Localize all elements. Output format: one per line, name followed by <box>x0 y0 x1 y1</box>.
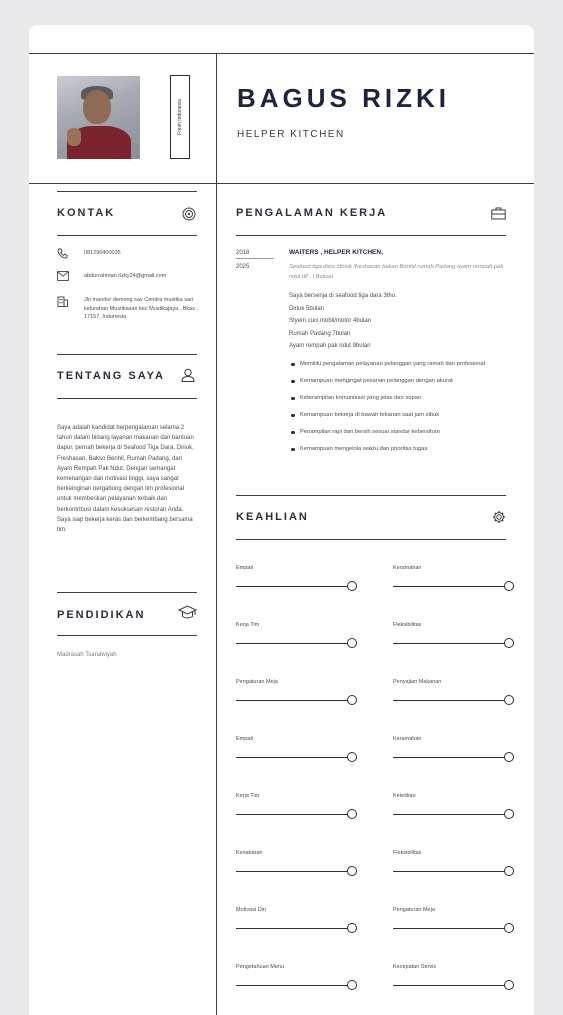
skill-slider-knob[interactable] <box>347 695 357 705</box>
skill-label: Kecepatan Servis <box>393 964 437 970</box>
skill-slider-knob[interactable] <box>347 923 357 933</box>
skills-rule-bottom <box>236 539 506 540</box>
skill-slider-knob[interactable] <box>347 752 357 762</box>
contact-title: KONTAK <box>57 207 116 219</box>
user-icon <box>181 368 195 382</box>
skill-slider-knob[interactable] <box>347 581 357 591</box>
skill-label: Kerja Tim <box>236 622 260 628</box>
contact-rule-bottom <box>57 235 197 236</box>
skill-slider-track[interactable] <box>393 985 506 986</box>
job-subtitle: Seafood tiga dara /diriuk /freshasan bakan Benhil rumah Padang ayam rempah pak ndut dll . | Bekasi <box>289 264 504 280</box>
skills-title: KEAHLIAN <box>236 511 309 523</box>
skill-label: Pengaturan Meja <box>393 907 435 913</box>
job-title: WAITERS , HELPER KITCHEN, <box>289 249 383 256</box>
profile-photo <box>57 76 140 159</box>
skill-slider-track[interactable] <box>393 871 506 872</box>
skill-slider-track[interactable] <box>236 814 349 815</box>
skill-slider-knob[interactable] <box>504 695 514 705</box>
skill-slider-track[interactable] <box>236 586 349 587</box>
skill-label: Ketelitian <box>393 793 416 799</box>
skill-label: Keramahan <box>393 565 422 571</box>
skill-label: Empati <box>236 736 254 742</box>
top-rule <box>29 53 534 54</box>
skill-slider-track[interactable] <box>236 643 349 644</box>
job-line: Ayam rempah pak ndut 9bulan <box>289 343 371 349</box>
experience-title: PENGALAMAN KERJA <box>236 207 388 219</box>
briefcase-icon <box>491 207 506 220</box>
job-line: Saya bersenja di seafood tiga dara 3tho. <box>289 293 397 299</box>
list-item: Keterampilan komunikasi yang jelas dan sopan <box>291 393 509 403</box>
skill-slider-knob[interactable] <box>504 638 514 648</box>
target-icon <box>182 207 196 221</box>
skill-label: Kesabaran <box>236 850 263 856</box>
skill-slider-track[interactable] <box>236 871 349 872</box>
skill-slider-track[interactable] <box>393 928 506 929</box>
skill-slider-track[interactable] <box>393 586 506 587</box>
education-title: PENDIDIKAN <box>57 609 146 621</box>
badge-text: Fresh Indonesia <box>177 99 183 135</box>
graduation-cap-icon <box>178 605 197 621</box>
skill-slider-knob[interactable] <box>347 809 357 819</box>
experience-bullets <box>291 359 509 454</box>
skill-label: Motivasi Diri <box>236 907 266 913</box>
skill-slider-track[interactable] <box>236 928 349 929</box>
skill-label: Keramahan <box>393 736 422 742</box>
skill-label: Fleksibilitas <box>393 850 422 856</box>
skill-slider-track[interactable] <box>236 985 349 986</box>
column-divider <box>216 53 217 1015</box>
year-end: 2025 <box>236 264 250 270</box>
skill-slider-knob[interactable] <box>347 866 357 876</box>
skill-slider-track[interactable] <box>393 643 506 644</box>
contact-email[interactable]: abdurrahman.rizky24@gmail.com <box>84 273 167 279</box>
list-item: Kemampuan mengingat pesanan pelanggan dengan akurat <box>291 376 509 386</box>
list-item: Kemampuan mengelola waktu dan prioritas tugas <box>291 444 509 454</box>
experience-rule <box>236 235 506 236</box>
list-item: Penampilan rapi dan bersih sesuai standar kebersihan <box>291 427 509 437</box>
contact-phone[interactable]: 081296400035 <box>84 250 121 256</box>
education-rule-top <box>57 592 197 593</box>
job-role: HELPER KITCHEN <box>237 129 345 140</box>
gear-icon <box>492 510 506 524</box>
skill-slider-track[interactable] <box>393 700 506 701</box>
list-item: Memiliki pengalaman pelayanan pelanggan yang ramah dan profesional <box>291 359 509 369</box>
badge-box <box>170 75 190 159</box>
job-line: Diriuk 5bulan <box>289 306 325 312</box>
skill-slider-knob[interactable] <box>504 752 514 762</box>
skill-label: Pengetahuan Menu <box>236 964 285 970</box>
skill-slider-track[interactable] <box>393 814 506 815</box>
building-icon <box>57 295 68 307</box>
skill-slider-track[interactable] <box>236 757 349 758</box>
about-rule-bottom <box>57 398 197 399</box>
skill-slider-knob[interactable] <box>347 980 357 990</box>
skills-rule-top <box>236 495 506 496</box>
education-rule-bottom <box>57 635 197 636</box>
resume-page <box>29 25 534 1015</box>
page-title: BAGUS RIZKI <box>237 83 450 113</box>
header-bottom-rule <box>29 183 534 184</box>
about-rule-top <box>57 354 197 355</box>
skill-label: Penyajian Makanan <box>393 679 442 685</box>
email-icon <box>57 271 69 281</box>
phone-icon <box>57 248 68 259</box>
skill-label: Pengaturan Meja <box>236 679 278 685</box>
education-school: Madrasah Tsanawiyah <box>57 652 117 658</box>
contact-rule-top <box>57 191 197 192</box>
skill-label: Empati <box>236 565 254 571</box>
skill-slider-knob[interactable] <box>504 581 514 591</box>
skill-slider-track[interactable] <box>393 757 506 758</box>
skill-label: Kerja Tim <box>236 793 260 799</box>
skill-slider-knob[interactable] <box>504 980 514 990</box>
year-start: 2018 <box>236 250 250 256</box>
skill-slider-knob[interactable] <box>504 866 514 876</box>
skill-slider-track[interactable] <box>236 700 349 701</box>
skill-label: Fleksibilitas <box>393 622 422 628</box>
skill-slider-knob[interactable] <box>347 638 357 648</box>
list-item: Kemampuan bekerja di bawah tekanan saat jam sibuk <box>291 410 509 420</box>
contact-address: Jln mandor demong sav Cendra mustika sari kelurahan Mustikasari kec Mustikajaya , Bkas , 17157, Indonesia <box>84 297 199 321</box>
skill-slider-knob[interactable] <box>504 923 514 933</box>
job-line: Styem cuci mobil/motor 4bulan <box>289 318 372 324</box>
skill-slider-knob[interactable] <box>504 809 514 819</box>
about-title: TENTANG SAYA <box>57 370 165 382</box>
year-separator <box>236 258 274 259</box>
about-text: Saya adalah kandidat berpengalaman selama 2 tahun dalam bidang layanan makanan dan bantuan dapur, pernah bekerja di Seafood Tiga Dara, Diriuk, Freshasan, Bakso Benhil, Rumah Padang, dan Ayam Rempah Pak Ndut. Dengan semangat kemenangan dan motivasi tinggi, saya sangat berkeinginan bergabung dengan tim profesional untuk memberikan pelayanan terbaik dan berkontribusi dalam kesuksesan restoran Anda. Saya siap bekerja keras dan berkembang bersama tim. <box>57 425 194 534</box>
job-line: Rumah Padang 7bulan <box>289 331 351 337</box>
